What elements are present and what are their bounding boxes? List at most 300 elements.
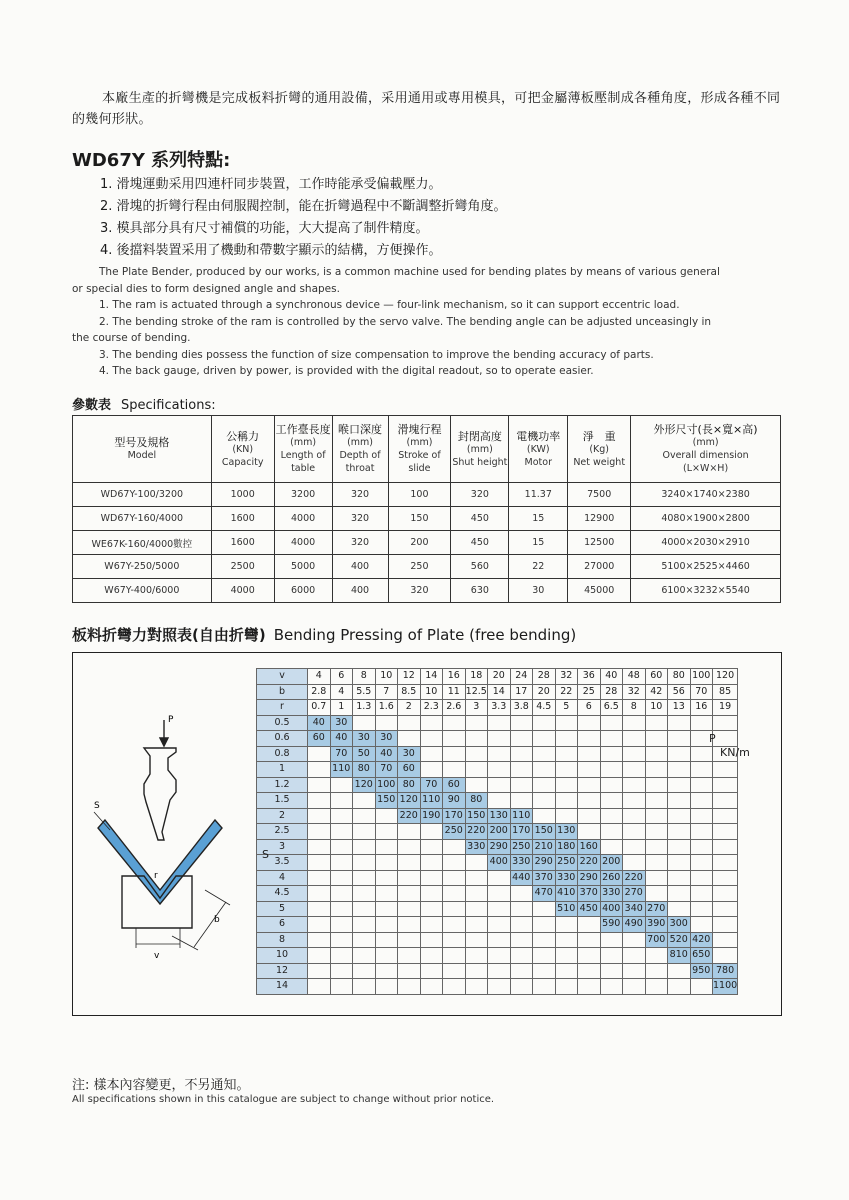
grid-cell <box>353 963 376 979</box>
grid-cell: 40 <box>308 715 331 731</box>
grid-cell <box>600 793 623 809</box>
grid-cell <box>375 948 398 964</box>
grid-cell: 300 <box>668 917 691 933</box>
grid-cell: 110 <box>510 808 533 824</box>
grid-cell <box>420 979 443 995</box>
spec-cell: 6000 <box>274 579 332 603</box>
grid-cell: 250 <box>510 839 533 855</box>
grid-header-cell: 20 <box>488 669 511 685</box>
grid-cell <box>375 886 398 902</box>
grid-cell: 170 <box>443 808 466 824</box>
grid-cell <box>398 979 421 995</box>
grid-cell <box>578 762 601 778</box>
grid-header-cell: 100 <box>690 669 713 685</box>
grid-cell: 150 <box>533 824 556 840</box>
grid-cell <box>308 963 331 979</box>
grid-cell <box>443 886 466 902</box>
grid-cell: 80 <box>398 777 421 793</box>
grid-cell <box>578 731 601 747</box>
spec-cell: 3200 <box>274 483 332 507</box>
diagram-label-r: r <box>154 871 158 881</box>
grid-cell <box>465 948 488 964</box>
feature-en-2: 2. The bending stroke of the ram is controlled by the servo valve. The bending angle can be adjusted unceasingly in <box>99 315 712 328</box>
grid-header-cell: 120 <box>713 669 738 685</box>
grid-header-cell: 2.8 <box>308 684 331 700</box>
grid-thickness-label: 2.5 <box>257 824 308 840</box>
grid-cell <box>308 870 331 886</box>
grid-cell <box>375 979 398 995</box>
grid-header-cell: 8.5 <box>398 684 421 700</box>
grid-cell <box>420 715 443 731</box>
grid-header-cell: 40 <box>600 669 623 685</box>
grid-cell: 290 <box>488 839 511 855</box>
grid-thickness-label: 0.6 <box>257 731 308 747</box>
grid-cell <box>533 746 556 762</box>
feature-en-4: 4. The back gauge, driven by power, is provided with the digital readout, so to operate easier. <box>99 365 594 377</box>
grid-cell: 180 <box>555 839 578 855</box>
grid-cell <box>353 901 376 917</box>
grid-cell <box>690 715 713 731</box>
grid-cell <box>443 917 466 933</box>
grid-cell <box>398 824 421 840</box>
grid-cell <box>443 715 466 731</box>
grid-cell <box>555 932 578 948</box>
grid-header-cell: 24 <box>510 669 533 685</box>
grid-cell <box>353 917 376 933</box>
spec-cell: 560 <box>451 555 509 579</box>
grid-cell <box>330 901 353 917</box>
grid-cell <box>623 932 646 948</box>
grid-cell <box>668 886 691 902</box>
grid-header-cell: 3.8 <box>510 700 533 716</box>
spec-heading-cn: 參數表 <box>72 398 112 413</box>
grid-cell <box>713 808 738 824</box>
grid-cell <box>308 777 331 793</box>
bending-heading-cn: 板料折彎力對照表(自由折彎) <box>72 626 266 644</box>
grid-row <box>257 746 738 762</box>
feature-cn-2: 2. 滑塊的折彎行程由伺服閥控制，能在折彎過程中不斷調整折彎角度。 <box>100 199 507 214</box>
spec-cell: 7500 <box>568 483 631 507</box>
grid-cell <box>465 731 488 747</box>
grid-cell <box>713 777 738 793</box>
grid-cell: 780 <box>713 963 738 979</box>
note-cn: 注: 樣本內容變更，不另通知。 <box>72 1078 250 1093</box>
spec-table <box>72 415 781 603</box>
grid-header-cell: 8 <box>623 700 646 716</box>
grid-thickness-label: 12 <box>257 963 308 979</box>
grid-cell: 50 <box>353 746 376 762</box>
grid-cell: 340 <box>623 901 646 917</box>
grid-cell <box>510 731 533 747</box>
grid-cell <box>668 762 691 778</box>
grid-row <box>257 932 738 948</box>
grid-cell <box>330 808 353 824</box>
grid-header-cell: 32 <box>555 669 578 685</box>
diagram-label-p: P <box>168 715 174 725</box>
spec-header-en1: (mm) <box>406 437 433 448</box>
grid-cell <box>330 793 353 809</box>
spec-row <box>73 579 781 603</box>
grid-header-cell: 4.5 <box>533 700 556 716</box>
grid-row <box>257 808 738 824</box>
grid-cell <box>330 963 353 979</box>
grid-cell <box>330 932 353 948</box>
grid-cell <box>398 731 421 747</box>
grid-cell <box>488 979 511 995</box>
grid-cell <box>420 901 443 917</box>
spec-cell: 12900 <box>568 507 631 531</box>
feature-cn-3: 3. 模具部分具有尺寸補償的功能，大大提高了制件精度。 <box>100 221 429 236</box>
grid-cell <box>443 870 466 886</box>
grid-cell <box>443 731 466 747</box>
spec-header-cell <box>332 416 388 483</box>
grid-cell <box>578 715 601 731</box>
grid-cell <box>690 839 713 855</box>
grid-cell: 250 <box>443 824 466 840</box>
grid-cell: 470 <box>533 886 556 902</box>
spec-header-en2: Model <box>127 450 157 461</box>
grid-cell: 950 <box>690 963 713 979</box>
grid-thickness-label: 5 <box>257 901 308 917</box>
grid-thickness-label: 1 <box>257 762 308 778</box>
grid-cell <box>510 917 533 933</box>
grid-cell <box>645 979 668 995</box>
grid-cell <box>645 824 668 840</box>
grid-cell <box>420 746 443 762</box>
spec-cell: 5100×2525×4460 <box>631 555 781 579</box>
p-label: P <box>709 732 716 745</box>
grid-thickness-label: 4.5 <box>257 886 308 902</box>
spec-cell: W67Y-400/6000 <box>73 579 212 603</box>
grid-cell <box>353 948 376 964</box>
spec-cell: 450 <box>451 531 509 555</box>
grid-header-cell: 5 <box>555 700 578 716</box>
grid-cell: 210 <box>533 839 556 855</box>
diagram-label-v: v <box>154 951 160 961</box>
grid-cell <box>533 731 556 747</box>
grid-header-cell: 14 <box>488 684 511 700</box>
grid-cell <box>623 808 646 824</box>
grid-row <box>257 839 738 855</box>
grid-cell: 190 <box>420 808 443 824</box>
grid-cell <box>308 917 331 933</box>
grid-cell <box>510 963 533 979</box>
grid-cell <box>690 917 713 933</box>
grid-header-label: b <box>257 684 308 700</box>
grid-cell <box>600 979 623 995</box>
grid-cell: 60 <box>308 731 331 747</box>
spec-cell: WE67K-160/4000數控 <box>73 531 212 555</box>
spec-header-en2: Length of <box>280 450 326 461</box>
grid-cell <box>308 793 331 809</box>
grid-cell <box>600 715 623 731</box>
grid-cell <box>398 886 421 902</box>
grid-cell <box>600 948 623 964</box>
grid-cell <box>330 824 353 840</box>
spec-cell: 45000 <box>568 579 631 603</box>
grid-cell: 700 <box>645 932 668 948</box>
grid-cell: 810 <box>668 948 691 964</box>
grid-cell <box>488 901 511 917</box>
spec-cell: 150 <box>388 507 451 531</box>
grid-header-cell: 13 <box>668 700 691 716</box>
grid-cell <box>690 870 713 886</box>
grid-cell <box>465 886 488 902</box>
grid-cell <box>420 948 443 964</box>
grid-cell <box>420 886 443 902</box>
grid-cell <box>623 824 646 840</box>
spec-header-cn: 電機功率 <box>516 429 561 443</box>
grid-cell <box>600 824 623 840</box>
grid-cell: 30 <box>353 731 376 747</box>
spec-header-en2: Depth of <box>339 450 381 461</box>
spec-cell: 3240×1740×2380 <box>631 483 781 507</box>
grid-cell <box>578 824 601 840</box>
grid-row <box>257 948 738 964</box>
grid-cell <box>555 979 578 995</box>
grid-cell <box>690 777 713 793</box>
grid-cell: 30 <box>330 715 353 731</box>
lower-die <box>122 876 192 928</box>
grid-cell: 220 <box>398 808 421 824</box>
grid-cell <box>668 777 691 793</box>
grid-cell <box>420 855 443 871</box>
grid-cell <box>488 793 511 809</box>
grid-cell <box>713 917 738 933</box>
grid-thickness-label: 0.5 <box>257 715 308 731</box>
spec-header-cell <box>388 416 451 483</box>
grid-cell: 400 <box>488 855 511 871</box>
grid-header-cell: 25 <box>578 684 601 700</box>
spec-header-en3: (L×W×H) <box>682 463 729 474</box>
grid-cell <box>488 777 511 793</box>
grid-cell <box>353 932 376 948</box>
grid-cell <box>555 917 578 933</box>
grid-cell <box>443 901 466 917</box>
spec-cell: WD67Y-160/4000 <box>73 507 212 531</box>
grid-cell <box>398 870 421 886</box>
grid-cell <box>308 932 331 948</box>
grid-cell <box>623 839 646 855</box>
grid-cell: 160 <box>578 839 601 855</box>
grid-cell <box>668 870 691 886</box>
grid-header-cell: 20 <box>533 684 556 700</box>
grid-cell <box>578 979 601 995</box>
spec-header-cn: 封閉高度 <box>457 429 502 443</box>
grid-header-cell: 2.3 <box>420 700 443 716</box>
grid-header-cell: 6 <box>578 700 601 716</box>
spec-cell: 450 <box>451 507 509 531</box>
spec-cell: 200 <box>388 531 451 555</box>
spec-header-en1: (mm) <box>290 437 317 448</box>
spec-cell: 30 <box>509 579 568 603</box>
grid-cell <box>600 963 623 979</box>
grid-cell: 590 <box>600 917 623 933</box>
grid-cell <box>308 762 331 778</box>
grid-cell <box>623 979 646 995</box>
grid-cell: 410 <box>555 886 578 902</box>
grid-cell: 40 <box>330 731 353 747</box>
grid-cell <box>533 762 556 778</box>
spec-cell: 12500 <box>568 531 631 555</box>
grid-cell <box>375 870 398 886</box>
grid-cell <box>533 901 556 917</box>
grid-cell <box>645 731 668 747</box>
grid-header-cell: 8 <box>353 669 376 685</box>
grid-cell <box>420 824 443 840</box>
spec-header-en3: slide <box>408 463 431 474</box>
grid-cell <box>668 715 691 731</box>
grid-cell: 110 <box>420 793 443 809</box>
spec-cell: WD67Y-100/3200 <box>73 483 212 507</box>
grid-cell: 150 <box>465 808 488 824</box>
bending-diagram <box>80 700 250 970</box>
grid-cell <box>645 948 668 964</box>
spec-header-cn: 公稱力 <box>226 429 260 443</box>
grid-header-cell: 60 <box>645 669 668 685</box>
spec-cell: 22 <box>509 555 568 579</box>
grid-cell <box>668 839 691 855</box>
grid-cell: 330 <box>510 855 533 871</box>
intro-text-en <box>72 264 784 380</box>
spec-cell: 27000 <box>568 555 631 579</box>
grid-header-cell: 0.7 <box>308 700 331 716</box>
grid-cell <box>353 715 376 731</box>
grid-cell <box>690 979 713 995</box>
grid-cell <box>578 793 601 809</box>
grid-cell: 110 <box>330 762 353 778</box>
spec-cell: 400 <box>332 555 388 579</box>
grid-cell <box>645 746 668 762</box>
grid-cell <box>668 901 691 917</box>
grid-cell <box>375 963 398 979</box>
grid-header-cell: 6 <box>330 669 353 685</box>
spec-header-cell <box>73 416 212 483</box>
spec-header-cn: 淨 重 <box>582 429 616 443</box>
grid-header-cell: 16 <box>690 700 713 716</box>
grid-cell <box>488 948 511 964</box>
grid-cell <box>713 901 738 917</box>
grid-cell <box>713 762 738 778</box>
grid-cell <box>533 932 556 948</box>
grid-cell <box>578 746 601 762</box>
grid-cell <box>645 762 668 778</box>
grid-cell <box>420 870 443 886</box>
diagram-label-b: b <box>214 915 220 925</box>
grid-cell <box>578 948 601 964</box>
grid-header-cell: 48 <box>623 669 646 685</box>
grid-thickness-label: 3 <box>257 839 308 855</box>
grid-cell <box>510 948 533 964</box>
spec-header-en1: (KW) <box>526 443 550 455</box>
feature-cn-1: 1. 滑塊運動采用四連杆同步裝置，工作時能承受偏載壓力。 <box>100 177 442 192</box>
grid-cell <box>645 963 668 979</box>
spec-header-en1: (mm) <box>466 443 493 455</box>
spec-cell: 320 <box>332 531 388 555</box>
grid-header-cell: 1 <box>330 700 353 716</box>
grid-cell <box>420 963 443 979</box>
spec-cell: 400 <box>332 579 388 603</box>
grid-header-cell: 32 <box>623 684 646 700</box>
grid-cell <box>510 886 533 902</box>
grid-cell <box>488 715 511 731</box>
grid-cell <box>465 715 488 731</box>
grid-cell <box>690 762 713 778</box>
grid-cell: 40 <box>375 746 398 762</box>
grid-cell: 100 <box>375 777 398 793</box>
grid-cell <box>353 793 376 809</box>
grid-cell <box>375 932 398 948</box>
spec-header-cn: 外形尺寸(長×寬×高) <box>653 423 758 436</box>
grid-cell: 70 <box>330 746 353 762</box>
grid-header-cell: 3 <box>465 700 488 716</box>
grid-row <box>257 963 738 979</box>
grid-cell: 260 <box>600 870 623 886</box>
feature-en-3: 3. The bending dies possess the function of size compensation to improve the bending accuracy of parts. <box>99 348 654 361</box>
grid-cell <box>465 932 488 948</box>
grid-header-cell: 17 <box>510 684 533 700</box>
grid-thickness-label: 0.8 <box>257 746 308 762</box>
spec-row <box>73 483 781 507</box>
grid-cell <box>488 932 511 948</box>
grid-cell <box>375 901 398 917</box>
grid-cell <box>645 793 668 809</box>
grid-cell <box>398 715 421 731</box>
grid-cell <box>465 746 488 762</box>
grid-cell: 30 <box>375 731 398 747</box>
spec-cell: 4000×2030×2910 <box>631 531 781 555</box>
spec-cell: 1000 <box>211 483 274 507</box>
grid-header-row <box>257 684 738 700</box>
grid-cell <box>308 855 331 871</box>
grid-thickness-label: 2 <box>257 808 308 824</box>
note-en: All specifications shown in this catalogue are subject to change without prior notice. <box>72 1094 495 1105</box>
grid-cell <box>465 979 488 995</box>
grid-cell <box>555 762 578 778</box>
grid-cell <box>443 963 466 979</box>
grid-header-cell: 19 <box>713 700 738 716</box>
spec-header-cn: 喉口深度 <box>338 423 383 436</box>
grid-cell <box>308 839 331 855</box>
grid-cell <box>555 715 578 731</box>
diagram-label-s: S <box>94 801 100 811</box>
grid-cell <box>645 715 668 731</box>
spec-body <box>73 483 781 603</box>
grid-cell <box>713 870 738 886</box>
grid-cell <box>690 886 713 902</box>
grid-row <box>257 886 738 902</box>
grid-cell: 220 <box>623 870 646 886</box>
grid-cell <box>668 793 691 809</box>
grid-cell <box>623 855 646 871</box>
grid-cell <box>308 948 331 964</box>
bent-plate <box>98 820 222 904</box>
grid-cell: 170 <box>510 824 533 840</box>
grid-cell <box>353 870 376 886</box>
spec-cell: 4000 <box>274 531 332 555</box>
p-unit-label: KN/m <box>720 746 750 759</box>
grid-cell <box>555 963 578 979</box>
grid-row <box>257 917 738 933</box>
spec-header-en1: (Kg) <box>589 443 610 455</box>
grid-cell <box>645 870 668 886</box>
grid-cell: 120 <box>353 777 376 793</box>
spec-header-cell <box>509 416 568 483</box>
grid-cell <box>353 839 376 855</box>
feature-en-1: 1. The ram is actuated through a synchronous device — four-link mechanism, so it can support eccentric load. <box>99 299 680 311</box>
spec-header-cell <box>451 416 509 483</box>
grid-cell <box>465 917 488 933</box>
